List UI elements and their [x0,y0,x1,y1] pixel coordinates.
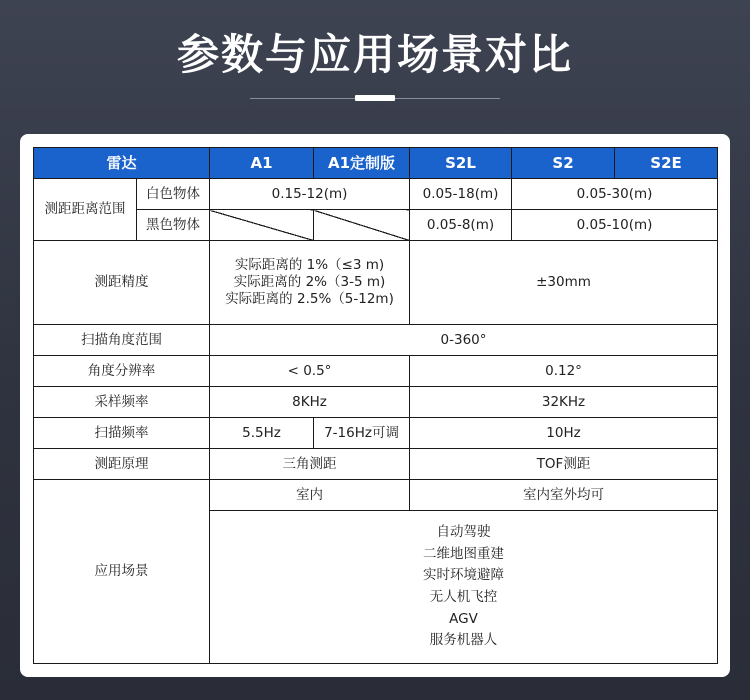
table-row-range-white [34,179,718,210]
table-row-scan-frequency [34,418,718,449]
principle-label: 测距原理 [34,449,210,480]
range-white-a1: 0.15-12(m) [210,179,410,210]
principle-a1: 三角测距 [210,449,410,480]
accuracy-a1-line: 实际距离的 1%（≤3 m) [234,257,385,274]
scan-freq-a1-custom: 7-16Hz可调 [314,418,410,449]
scan-angle-label: 扫描角度范围 [34,325,210,356]
comparison-card [20,134,730,677]
scenario-item: 二维地图重建 [423,545,505,562]
range-black-a1-empty [210,210,314,241]
header-a1-custom: A1定制版 [314,148,410,179]
table-row-scan-angle [34,325,718,356]
scenarios-s: 室内室外均可 [410,480,718,511]
title-divider-accent [355,95,395,101]
sample-rate-a1: 8KHz [210,387,410,418]
table-row-range-black [34,210,718,241]
range-white-s2: 0.05-30(m) [512,179,718,210]
angle-res-label: 角度分辨率 [34,356,210,387]
scenario-item: AGV [449,610,478,627]
scenarios-list [210,511,718,664]
scenarios-a1: 室内 [210,480,410,511]
range-black-label: 黑色物体 [137,210,210,241]
scenario-item: 无人机飞控 [429,589,498,605]
scan-freq-label: 扫描频率 [34,418,210,449]
scenario-item: 实时环境避障 [423,567,505,584]
accuracy-label: 测距精度 [34,241,210,325]
angle-res-a1: < 0.5° [210,356,410,387]
range-white-label: 白色物体 [137,179,210,210]
table-row-sample-rate [34,387,718,418]
sample-rate-s: 32KHz [410,387,718,418]
range-black-a1-custom-empty [314,210,410,241]
scenario-item: 服务机器人 [429,632,498,649]
range-white-s2l: 0.05-18(m) [410,179,512,210]
range-black-s2: 0.05-10(m) [512,210,718,241]
principle-s: TOF测距 [410,449,718,480]
range-label: 测距距离范围 [34,179,137,241]
table-row-principle [34,449,718,480]
accuracy-a1-line: 实际距离的 2.5%（5-12m) [225,290,394,307]
angle-res-s: 0.12° [410,356,718,387]
header-radar: 雷达 [34,148,210,179]
scan-angle-value: 0-360° [210,325,718,356]
header-s2: S2 [512,148,615,179]
accuracy-a1-line: 实际距离的 2%（3-5 m) [233,274,386,291]
table-row-scenario-env [34,480,718,511]
page-title: 参数与应用场景对比 [176,30,573,79]
table-header-row [34,148,718,179]
accuracy-a1 [210,241,410,325]
header-s2e: S2E [615,148,718,179]
scan-freq-s: 10Hz [410,418,718,449]
scan-freq-a1: 5.5Hz [210,418,314,449]
sample-rate-label: 采样频率 [34,387,210,418]
table-row-angle-resolution [34,356,718,387]
scenarios-label: 应用场景 [34,480,210,664]
scenario-item: 自动驾驶 [436,524,491,541]
header-s2l: S2L [410,148,512,179]
header-a1: A1 [210,148,314,179]
table-row-accuracy [34,241,718,325]
comparison-table [33,147,718,664]
accuracy-s: ±30mm [410,241,718,325]
range-black-s2l: 0.05-8(m) [410,210,512,241]
